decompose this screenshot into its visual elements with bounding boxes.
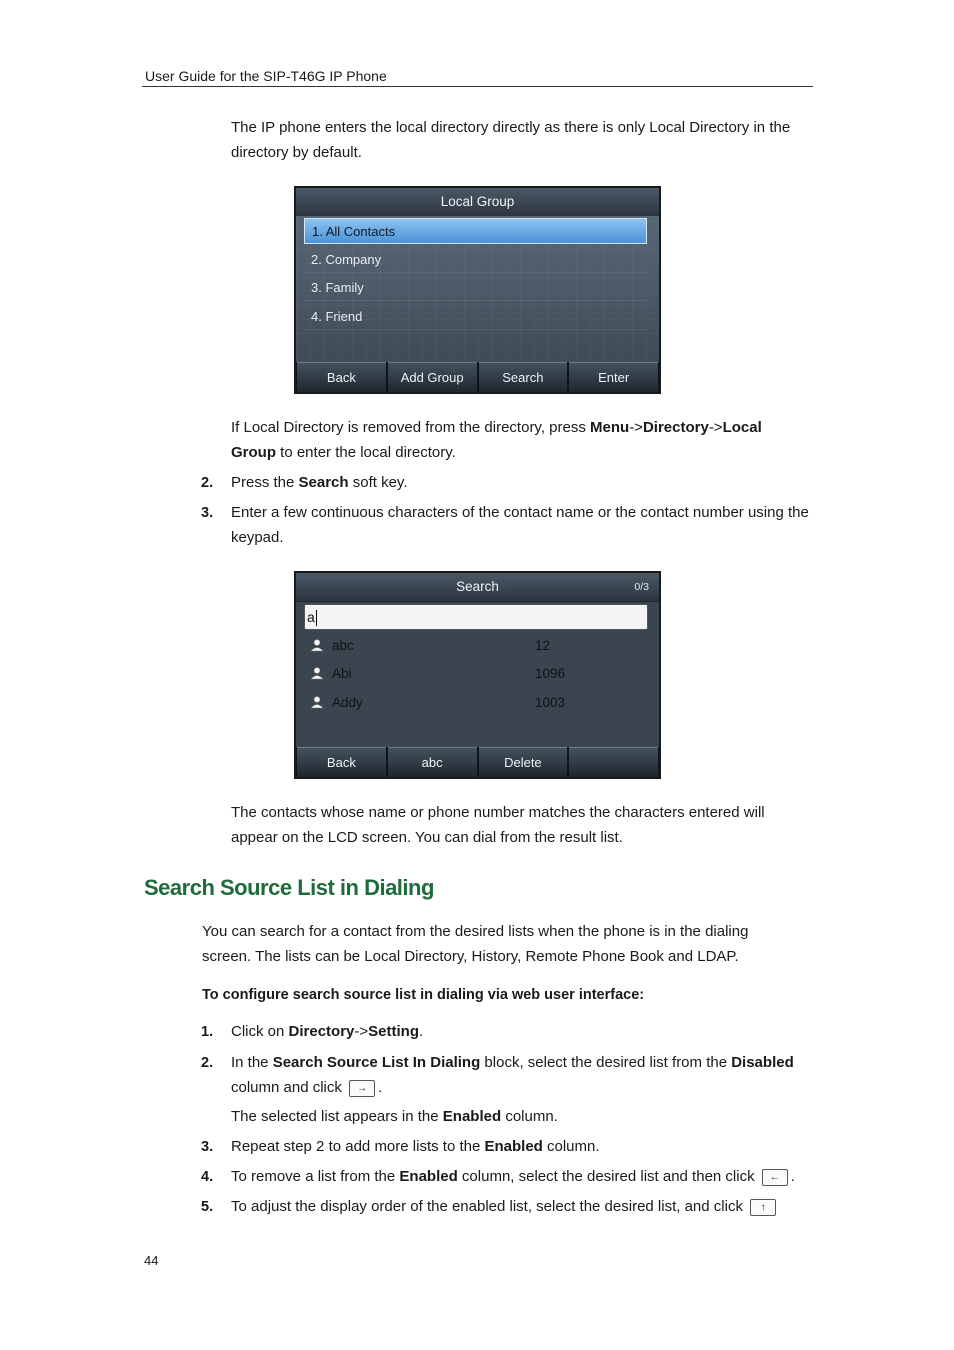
arrow-text: -> xyxy=(708,419,723,436)
menu-term: Menu xyxy=(590,419,630,436)
step-text-pre: Click on xyxy=(231,1023,289,1040)
disabled-term: Disabled xyxy=(731,1054,794,1071)
step-number: 3. xyxy=(201,1139,214,1155)
step-number: 4. xyxy=(201,1169,214,1185)
procedure-title: To configure search source list in dialing via web user interface: xyxy=(202,987,645,1003)
softkey-bar xyxy=(296,362,659,392)
softkey-enter[interactable]: Enter xyxy=(569,362,658,392)
step-number: 3. xyxy=(201,505,214,521)
contact-row[interactable] xyxy=(310,633,640,659)
menu-item-all-contacts[interactable]: 1. All Contacts xyxy=(304,218,647,244)
text-cursor xyxy=(316,610,317,626)
directory-term: Directory xyxy=(642,419,709,436)
softkey-back[interactable]: Back xyxy=(297,362,386,392)
right-arrow-icon: → xyxy=(349,1080,375,1097)
step-text: Enter a few continuous characters of the contact name or the contact number using the keypad. xyxy=(231,504,809,546)
step-text xyxy=(231,1194,831,1219)
contact-row[interactable] xyxy=(310,690,640,716)
step-text-line2: column and click xyxy=(231,1079,342,1096)
screen-title: Search xyxy=(296,573,659,602)
step-note xyxy=(231,1104,558,1129)
softkey-search[interactable]: Search xyxy=(479,362,568,392)
step-text-post: . xyxy=(419,1023,424,1040)
contact-number: 1096 xyxy=(535,666,566,681)
result-paragraph: The contacts whose name or phone number matches the characters entered will appear on the LCD screen. You can dial from the result list. xyxy=(231,804,765,846)
intro-paragraph: The IP phone enters the local directory directly as there is only Local Directory in the directory by default. xyxy=(231,119,791,161)
left-arrow-icon: ← xyxy=(762,1169,788,1186)
step-number: 2. xyxy=(201,1055,214,1071)
search-input[interactable] xyxy=(304,604,648,630)
contact-number: 12 xyxy=(535,638,551,653)
contact-name: Abi xyxy=(332,666,352,681)
softkey-back[interactable]: Back xyxy=(297,747,386,777)
search-term: Search xyxy=(298,474,349,491)
header-rule xyxy=(142,86,813,87)
note-suffix: to enter the local directory. xyxy=(276,444,456,461)
step-text xyxy=(231,1050,816,1100)
step-text-end: . xyxy=(378,1079,383,1096)
enabled-term: Enabled xyxy=(484,1138,543,1155)
running-header: User Guide for the SIP-T46G IP Phone xyxy=(145,68,387,84)
step-number: 5. xyxy=(201,1199,214,1215)
step-note-pre: The selected list appears in the xyxy=(231,1108,443,1125)
screen-body xyxy=(296,216,659,362)
step-text xyxy=(231,1134,600,1159)
page-number: 44 xyxy=(144,1253,159,1268)
note-prefix: If Local Directory is removed from the directory, press xyxy=(231,419,591,436)
step-text-mid: block, select the desired list from the xyxy=(480,1054,732,1071)
softkey-input-mode[interactable]: abc xyxy=(388,747,477,777)
softkey-bar xyxy=(296,747,659,777)
search-screen xyxy=(294,571,661,779)
step-number: 2. xyxy=(201,475,214,491)
contact-person-icon xyxy=(310,695,324,709)
screen-title: Local Group xyxy=(296,188,659,217)
step-text-pre: Repeat step 2 to add more lists to the xyxy=(231,1138,485,1155)
step-text-pre: In the xyxy=(231,1054,273,1071)
arrow-text: -> xyxy=(354,1023,369,1040)
contact-name: abc xyxy=(332,638,354,653)
step-text-pre: Press the xyxy=(231,474,299,491)
setting-term: Setting xyxy=(368,1023,419,1040)
step-text-post: column, select the desired list and then click xyxy=(457,1168,755,1185)
step-text-post: soft key. xyxy=(348,474,408,491)
enabled-term: Enabled xyxy=(399,1168,458,1185)
step-text-end: . xyxy=(790,1168,795,1185)
softkey-empty xyxy=(569,747,658,777)
local-group-screen xyxy=(294,186,661,394)
result-counter: 0/3 xyxy=(634,581,649,593)
step-text-pre: To remove a list from the xyxy=(231,1168,400,1185)
step-text xyxy=(231,1164,831,1189)
up-arrow-icon: ↑ xyxy=(750,1199,776,1216)
contact-person-icon xyxy=(310,638,324,652)
arrow-text: -> xyxy=(629,419,643,436)
section-heading: Search Source List in Dialing xyxy=(144,875,434,900)
step-text-body: To adjust the display order of the enabled list, select the desired list, and click xyxy=(231,1198,743,1215)
contact-name: Addy xyxy=(332,695,363,710)
menu-item-company[interactable]: 2. Company xyxy=(304,247,647,273)
search-input-value: a xyxy=(307,609,315,625)
local-directory-note xyxy=(231,415,816,465)
step-text-post: column. xyxy=(542,1138,600,1155)
directory-term: Directory xyxy=(288,1023,355,1040)
menu-item-family[interactable]: 3. Family xyxy=(304,275,647,301)
enabled-term: Enabled xyxy=(442,1108,502,1125)
local-term: Local xyxy=(722,419,762,436)
menu-item-friend[interactable]: 4. Friend xyxy=(304,304,647,330)
step-text xyxy=(231,470,816,495)
contact-number: 1003 xyxy=(535,695,566,710)
block-term: Search Source List In Dialing xyxy=(272,1054,481,1071)
step-text xyxy=(231,1019,423,1044)
contact-person-icon xyxy=(310,666,324,680)
contact-row[interactable] xyxy=(310,661,640,687)
group-term: Group xyxy=(231,444,276,461)
section-intro: You can search for a contact from the desired lists when the phone is in the dialing screen. The lists can be Local Directory, History, Remote Phone Book and LDAP. xyxy=(202,923,749,965)
step-number: 1. xyxy=(201,1024,214,1040)
softkey-delete[interactable]: Delete xyxy=(479,747,568,777)
softkey-add-group[interactable]: Add Group xyxy=(388,362,477,392)
step-note-post: column. xyxy=(501,1108,558,1125)
